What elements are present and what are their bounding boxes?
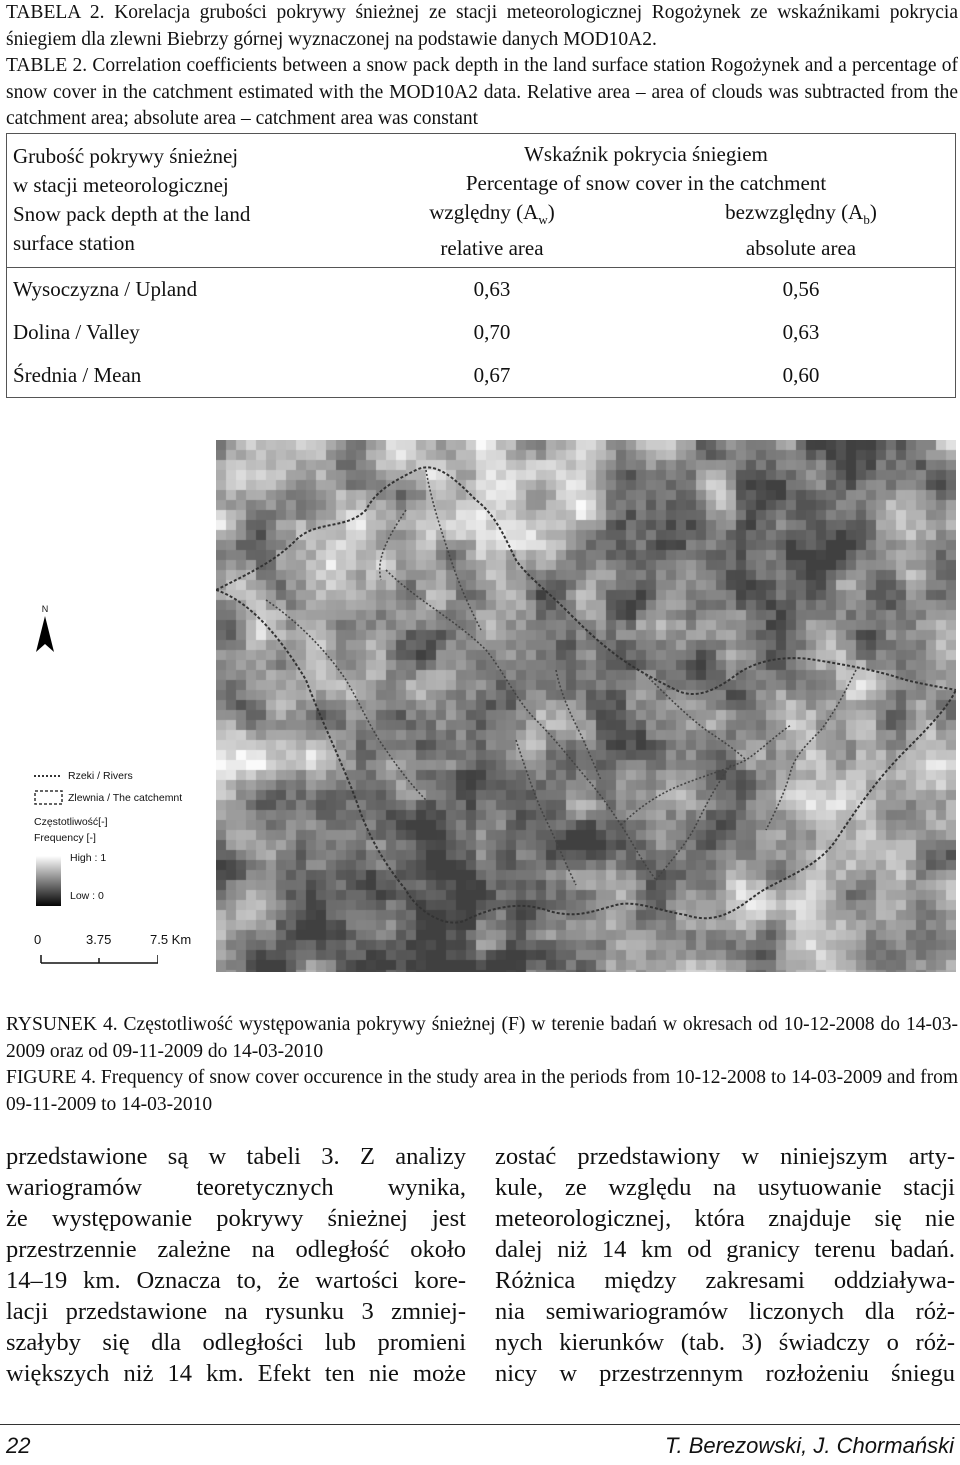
river xyxy=(380,510,406,580)
table-row xyxy=(7,311,956,354)
river xyxy=(621,725,791,825)
scale-zero: 0 xyxy=(34,932,42,947)
header-snow-cover-en: Percentage of snow cover in the catchment xyxy=(465,171,827,195)
river-legend-symbol xyxy=(34,773,64,779)
snow-frequency-map xyxy=(216,440,956,972)
table-caption xyxy=(6,0,958,133)
scale-mid: 3.75 xyxy=(86,932,112,947)
footer-rule xyxy=(0,1424,960,1425)
scale-end: 7.5 Km xyxy=(150,932,192,947)
north-arrow-icon xyxy=(34,614,56,654)
header-relative-text: względny (A xyxy=(429,200,539,224)
legend-high: High : 1 xyxy=(70,852,107,864)
body-line: nicy w przestrzennym rozłożeniu śniegu xyxy=(495,1360,955,1387)
header-snow-cover-pl: Wskaźnik pokrycia śniegiem xyxy=(524,142,768,166)
cell-relative: 0,70 xyxy=(473,320,511,345)
body-line: przestrzennie zależne na odległość około xyxy=(6,1236,466,1263)
catchment-legend-symbol xyxy=(34,790,64,806)
header-station-line: Grubość pokrywy śnieżnej xyxy=(13,144,239,168)
header-relative-en: relative area xyxy=(440,236,544,261)
north-arrow xyxy=(34,604,56,659)
body-line: przedstawione są w tabeli 3. Z analizy xyxy=(6,1143,466,1170)
frequency-color-ramp xyxy=(36,856,61,906)
body-line: że występowanie pokrywy śnieżnej jest xyxy=(6,1205,466,1232)
row-label: Wysoczyzna / Upland xyxy=(7,268,338,312)
catchment-boundary-north xyxy=(216,467,956,694)
cell-absolute: 0,56 xyxy=(647,268,956,312)
body-column-left xyxy=(6,1141,466,1389)
header-absolute-pl xyxy=(647,198,955,234)
header-relative-sub: w xyxy=(538,212,548,228)
river xyxy=(556,670,601,780)
body-line: 14–19 km. Oznacza to, że wartości kore- xyxy=(6,1267,466,1294)
river xyxy=(656,765,731,880)
body-line: zostać przedstawiony w niniejszym arty- xyxy=(495,1143,955,1170)
body-line: nych kierunków (tab. 3) świadczy o róż- xyxy=(495,1329,955,1356)
legend-catchment: Zlewnia / The catchemnt xyxy=(68,792,183,804)
river xyxy=(386,570,656,880)
legend-frequency-en: Frequency [-] xyxy=(34,832,96,844)
north-label: N xyxy=(41,604,49,614)
legend-low: Low : 0 xyxy=(70,890,104,902)
catchment-boundary xyxy=(216,590,956,923)
header-relative-close: ) xyxy=(547,200,555,224)
header-station-line: Snow pack depth at the land xyxy=(13,202,251,226)
legend-rivers: Rzeki / Rivers xyxy=(68,770,133,782)
body-column-right xyxy=(495,1141,955,1389)
body-line: większych niż 14 km. Efekt ten nie może xyxy=(6,1360,466,1387)
figure-caption-en: FIGURE 4. Frequency of snow cover occurence in the study area in the periods from 10-12-2008 to 14-03-2009 and from 09-11-2009 to 14-03-2010 xyxy=(6,1067,958,1115)
correlation-table xyxy=(6,133,956,398)
figure-caption-pl: RYSUNEK 4. Częstotliwość występowania pokrywy śnieżnej (F) w terenie badań w okresach od 10-12-2008 do 14-03-2009 oraz od 09-11-2009 do 14-03-2010 xyxy=(6,1014,958,1062)
row-label: Średnia / Mean xyxy=(13,363,142,388)
river xyxy=(516,740,576,885)
river xyxy=(646,675,746,760)
header-absolute-en: absolute area xyxy=(745,236,857,261)
header-absolute-text: bezwzględny (A xyxy=(725,200,864,224)
map-overlay xyxy=(216,440,956,972)
header-snow-cover xyxy=(337,134,956,199)
scale-bar-line xyxy=(40,954,158,964)
table-caption-en: TABLE 2. Correlation coefficients between a snow pack depth in the land surface station Rogożynek and a percentage of snow cover in the catchment estimated with the MOD10A2 data. Relative area – area of clouds was subtracted from the catchment area; absolute area – catchment area was constant xyxy=(6,55,958,129)
header-relative-pl xyxy=(337,198,647,234)
body-line: lacji przedstawione na rysunku 3 zmniej- xyxy=(6,1298,466,1325)
body-line: kule, ze względu na usytuowanie stacji xyxy=(495,1174,955,1201)
row-label: Dolina / Valley xyxy=(13,320,140,345)
page-number: 22 xyxy=(6,1433,31,1458)
body-line: meteorologicznej, która znajduje się nie xyxy=(495,1205,955,1232)
river xyxy=(426,470,481,630)
body-line: nia semiwariogramów liczonych dla róż- xyxy=(495,1298,955,1325)
body-line: wariogramów teoretycznych wynika, xyxy=(6,1174,466,1201)
header-absolute xyxy=(647,198,956,268)
header-station-line: surface station xyxy=(13,231,135,255)
header-absolute-sub: b xyxy=(863,212,870,228)
cell-relative: 0,67 xyxy=(473,363,511,388)
legend-frequency-pl: Częstotliwość[-] xyxy=(34,816,108,828)
cell-relative: 0,63 xyxy=(337,268,647,312)
header-station xyxy=(7,134,338,268)
table-caption-pl: TABELA 2. Korelacja grubości pokrywy śnieżnej ze stacji meteorologicznej Rogożynek ze wskaźnikami pokrycia śniegiem dla zlewni Biebrzy górnej wyznaczonej na podstawie danych MOD10A2. xyxy=(6,2,958,50)
cell-absolute: 0,60 xyxy=(782,363,820,388)
header-relative xyxy=(337,198,647,268)
body-line: Różnica między zakresami oddziaływa- xyxy=(495,1267,955,1294)
body-line: szałyby się dla odległości lub promieni xyxy=(6,1329,466,1356)
river xyxy=(766,670,856,830)
figure-caption xyxy=(6,1012,958,1118)
river xyxy=(266,600,426,800)
header-absolute-close: ) xyxy=(869,200,877,224)
footer-authors: T. Berezowski, J. Chormański xyxy=(665,1433,954,1458)
header-station-line: w stacji meteorologicznej xyxy=(13,173,229,197)
cell-absolute: 0,63 xyxy=(782,320,820,345)
table-row xyxy=(7,268,956,312)
body-line: dalej niż 14 km od granicy terenu badań. xyxy=(495,1236,955,1263)
table-row xyxy=(7,354,956,398)
